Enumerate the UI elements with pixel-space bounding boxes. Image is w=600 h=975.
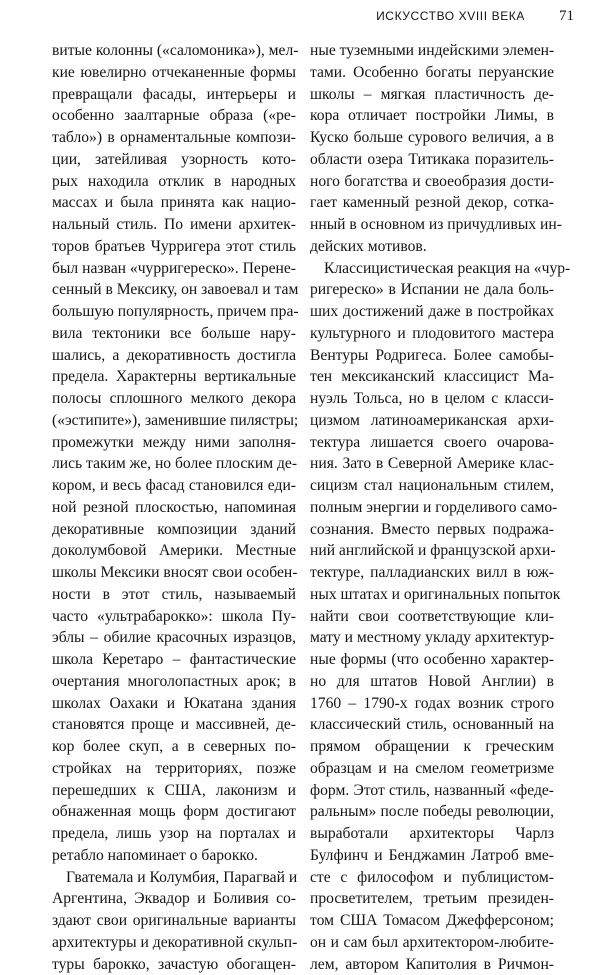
text-column-right: [310, 40, 554, 975]
text-line: дейских мотивов.: [310, 236, 554, 258]
text-line: нный в основном из причудливых ин-: [310, 214, 554, 236]
text-line: стройках на территориях, позже: [52, 758, 296, 780]
text-line: ших достижений даже в постройках: [310, 301, 554, 323]
text-line: предела. Характерны вертикальные: [52, 366, 296, 388]
text-column-left: [52, 40, 296, 975]
text-line: полным энергии и горделивого само-: [310, 497, 554, 519]
text-line: ния. Зато в Северной Америке клас-: [310, 453, 554, 475]
text-line: сознания. Вместо первых подража-: [310, 519, 554, 541]
text-line: ральным» после победы революции,: [310, 801, 554, 823]
running-title: ИСКУССТВО XVIII ВЕКА: [376, 9, 525, 23]
text-line: школы Мексики вносят свои особен-: [52, 562, 296, 584]
text-line: том США Томасом Джефферсоном;: [310, 910, 554, 932]
text-line: найти свои соответствующие кли-: [310, 606, 554, 628]
text-line: Аргентина, Эквадор и Боливия со-: [52, 888, 296, 910]
text-line: сицизм стал национальным стилем,: [310, 475, 554, 497]
text-line: но для штатов Новой Англии) в: [310, 671, 554, 693]
text-line: ции, затейливая узорность кото-: [52, 149, 296, 171]
text-line: эблы – обилие красочных изразцов,: [52, 627, 296, 649]
text-line: Классицистическая реакция на «чур-: [310, 258, 554, 280]
text-line: ных штатах и оригинальных попыток: [310, 584, 554, 606]
text-line: сте с философом и публицистом-: [310, 867, 554, 889]
text-line: прямом обращении к греческим: [310, 736, 554, 758]
text-line: школа Керетаро – фантастические: [52, 649, 296, 671]
text-line: культурного и плодовитого мастера: [310, 323, 554, 345]
text-line: промежутки между ними заполня-: [52, 432, 296, 454]
text-line: ретабло напоминает о барокко.: [52, 845, 296, 867]
text-line: рых находила отклик в народных: [52, 171, 296, 193]
text-line: лись таким же, но более плоским де-: [52, 453, 296, 475]
text-line: школах Оахаки и Юкатана здания: [52, 693, 296, 715]
text-line: тами. Особенно богаты перуанские: [310, 62, 554, 84]
text-line: кором, и весь фасад становился еди-: [52, 475, 296, 497]
text-line: табло») в орнаментальные компози-: [52, 127, 296, 149]
text-line: Вентуры Родригеса. Более самобы-: [310, 345, 554, 367]
text-line: обнаженная мощь форм достигают: [52, 801, 296, 823]
text-line: сенный в Мексику, он завоевал и там: [52, 279, 296, 301]
text-line: («эстипите»), заменившие пилястры;: [52, 410, 296, 432]
text-line: доколумбовой Америки. Местные: [52, 540, 296, 562]
text-line: нальный стиль. По имени архитек-: [52, 214, 296, 236]
text-line: выработали архитекторы Чарлз: [310, 823, 554, 845]
text-line: особенно заалтарные образа («ре-: [52, 105, 296, 127]
text-line: массах и была принята как нацио-: [52, 192, 296, 214]
text-line: классический стиль, основанный на: [310, 714, 554, 736]
text-line: лем, автором Капитолия в Ричмон-: [310, 954, 554, 975]
text-line: очертания многолопастных арок; в: [52, 671, 296, 693]
text-line: области озера Титикака поразитель-: [310, 149, 554, 171]
text-line: ригереско» в Испании не дала боль-: [310, 279, 554, 301]
text-line: архитектуры и декоративной скульп-: [52, 932, 296, 954]
page-number: 71: [559, 8, 574, 25]
text-line: предела, лишь узор на порталах и: [52, 823, 296, 845]
text-line: ний английской и французской архи-: [310, 540, 554, 562]
text-line: здают свои оригинальные варианты: [52, 910, 296, 932]
text-line: цизмом латиноамериканская архи-: [310, 410, 554, 432]
text-line: часто «ультрабарокко»: школа Пу-: [52, 606, 296, 628]
text-line: образцам и на смелом геометризме: [310, 758, 554, 780]
text-line: Булфинч и Бенджамин Латроб вме-: [310, 845, 554, 867]
text-line: тен мексиканский классицист Ма-: [310, 366, 554, 388]
text-line: витые колонны («саломоника»), мел-: [52, 40, 296, 62]
text-line: полосы сплошного мелкого декора: [52, 388, 296, 410]
text-line: вила тектоники все больше нару-: [52, 323, 296, 345]
text-line: декоративные композиции зданий: [52, 519, 296, 541]
text-line: кие ювелирно отчеканенные формы: [52, 62, 296, 84]
text-line: ные туземными индейскими элемен-: [310, 40, 554, 62]
text-line: нуэль Тольса, но в целом с класси-: [310, 388, 554, 410]
text-line: кор более скуп, а в северных по-: [52, 736, 296, 758]
text-line: становятся проще и массивней, де-: [52, 714, 296, 736]
running-header: [0, 8, 574, 25]
text-line: превращали фасады, интерьеры и: [52, 84, 296, 106]
text-line: шались, а декоративность достигла: [52, 345, 296, 367]
text-line: просветителем, третьим президен-: [310, 888, 554, 910]
text-line: Гватемала и Колумбия, Парагвай и: [52, 867, 296, 889]
text-line: школы – мягкая пластичность де-: [310, 84, 554, 106]
text-line: перешедших к США, лаконизм и: [52, 780, 296, 802]
text-line: туры барокко, зачастую обогащен-: [52, 954, 296, 975]
text-line: ной резной плоскостью, напоминая: [52, 497, 296, 519]
text-line: был назван «чурригереско». Перене-: [52, 258, 296, 280]
text-line: Куско больше сурового величия, а в: [310, 127, 554, 149]
text-line: тектура лишается своего очарова-: [310, 432, 554, 454]
text-line: тектуре, палладианских вилл в юж-: [310, 562, 554, 584]
text-line: ные формы (что особенно характер-: [310, 649, 554, 671]
text-line: ного богатства и своеобразия дости-: [310, 171, 554, 193]
text-line: 1760 – 1790-х годах возник строго: [310, 693, 554, 715]
text-line: торов братьев Чурригера этот стиль: [52, 236, 296, 258]
text-line: форм. Этот стиль, названный «феде-: [310, 780, 554, 802]
text-line: ности в этот стиль, называемый: [52, 584, 296, 606]
text-line: большую популярность, причем пра-: [52, 301, 296, 323]
text-line: кора отличает постройки Лимы, в: [310, 105, 554, 127]
text-line: мату и местному укладу архитектур-: [310, 627, 554, 649]
text-line: гает каменный резной декор, сотка-: [310, 192, 554, 214]
text-line: он и сам был архитектором-любите-: [310, 932, 554, 954]
